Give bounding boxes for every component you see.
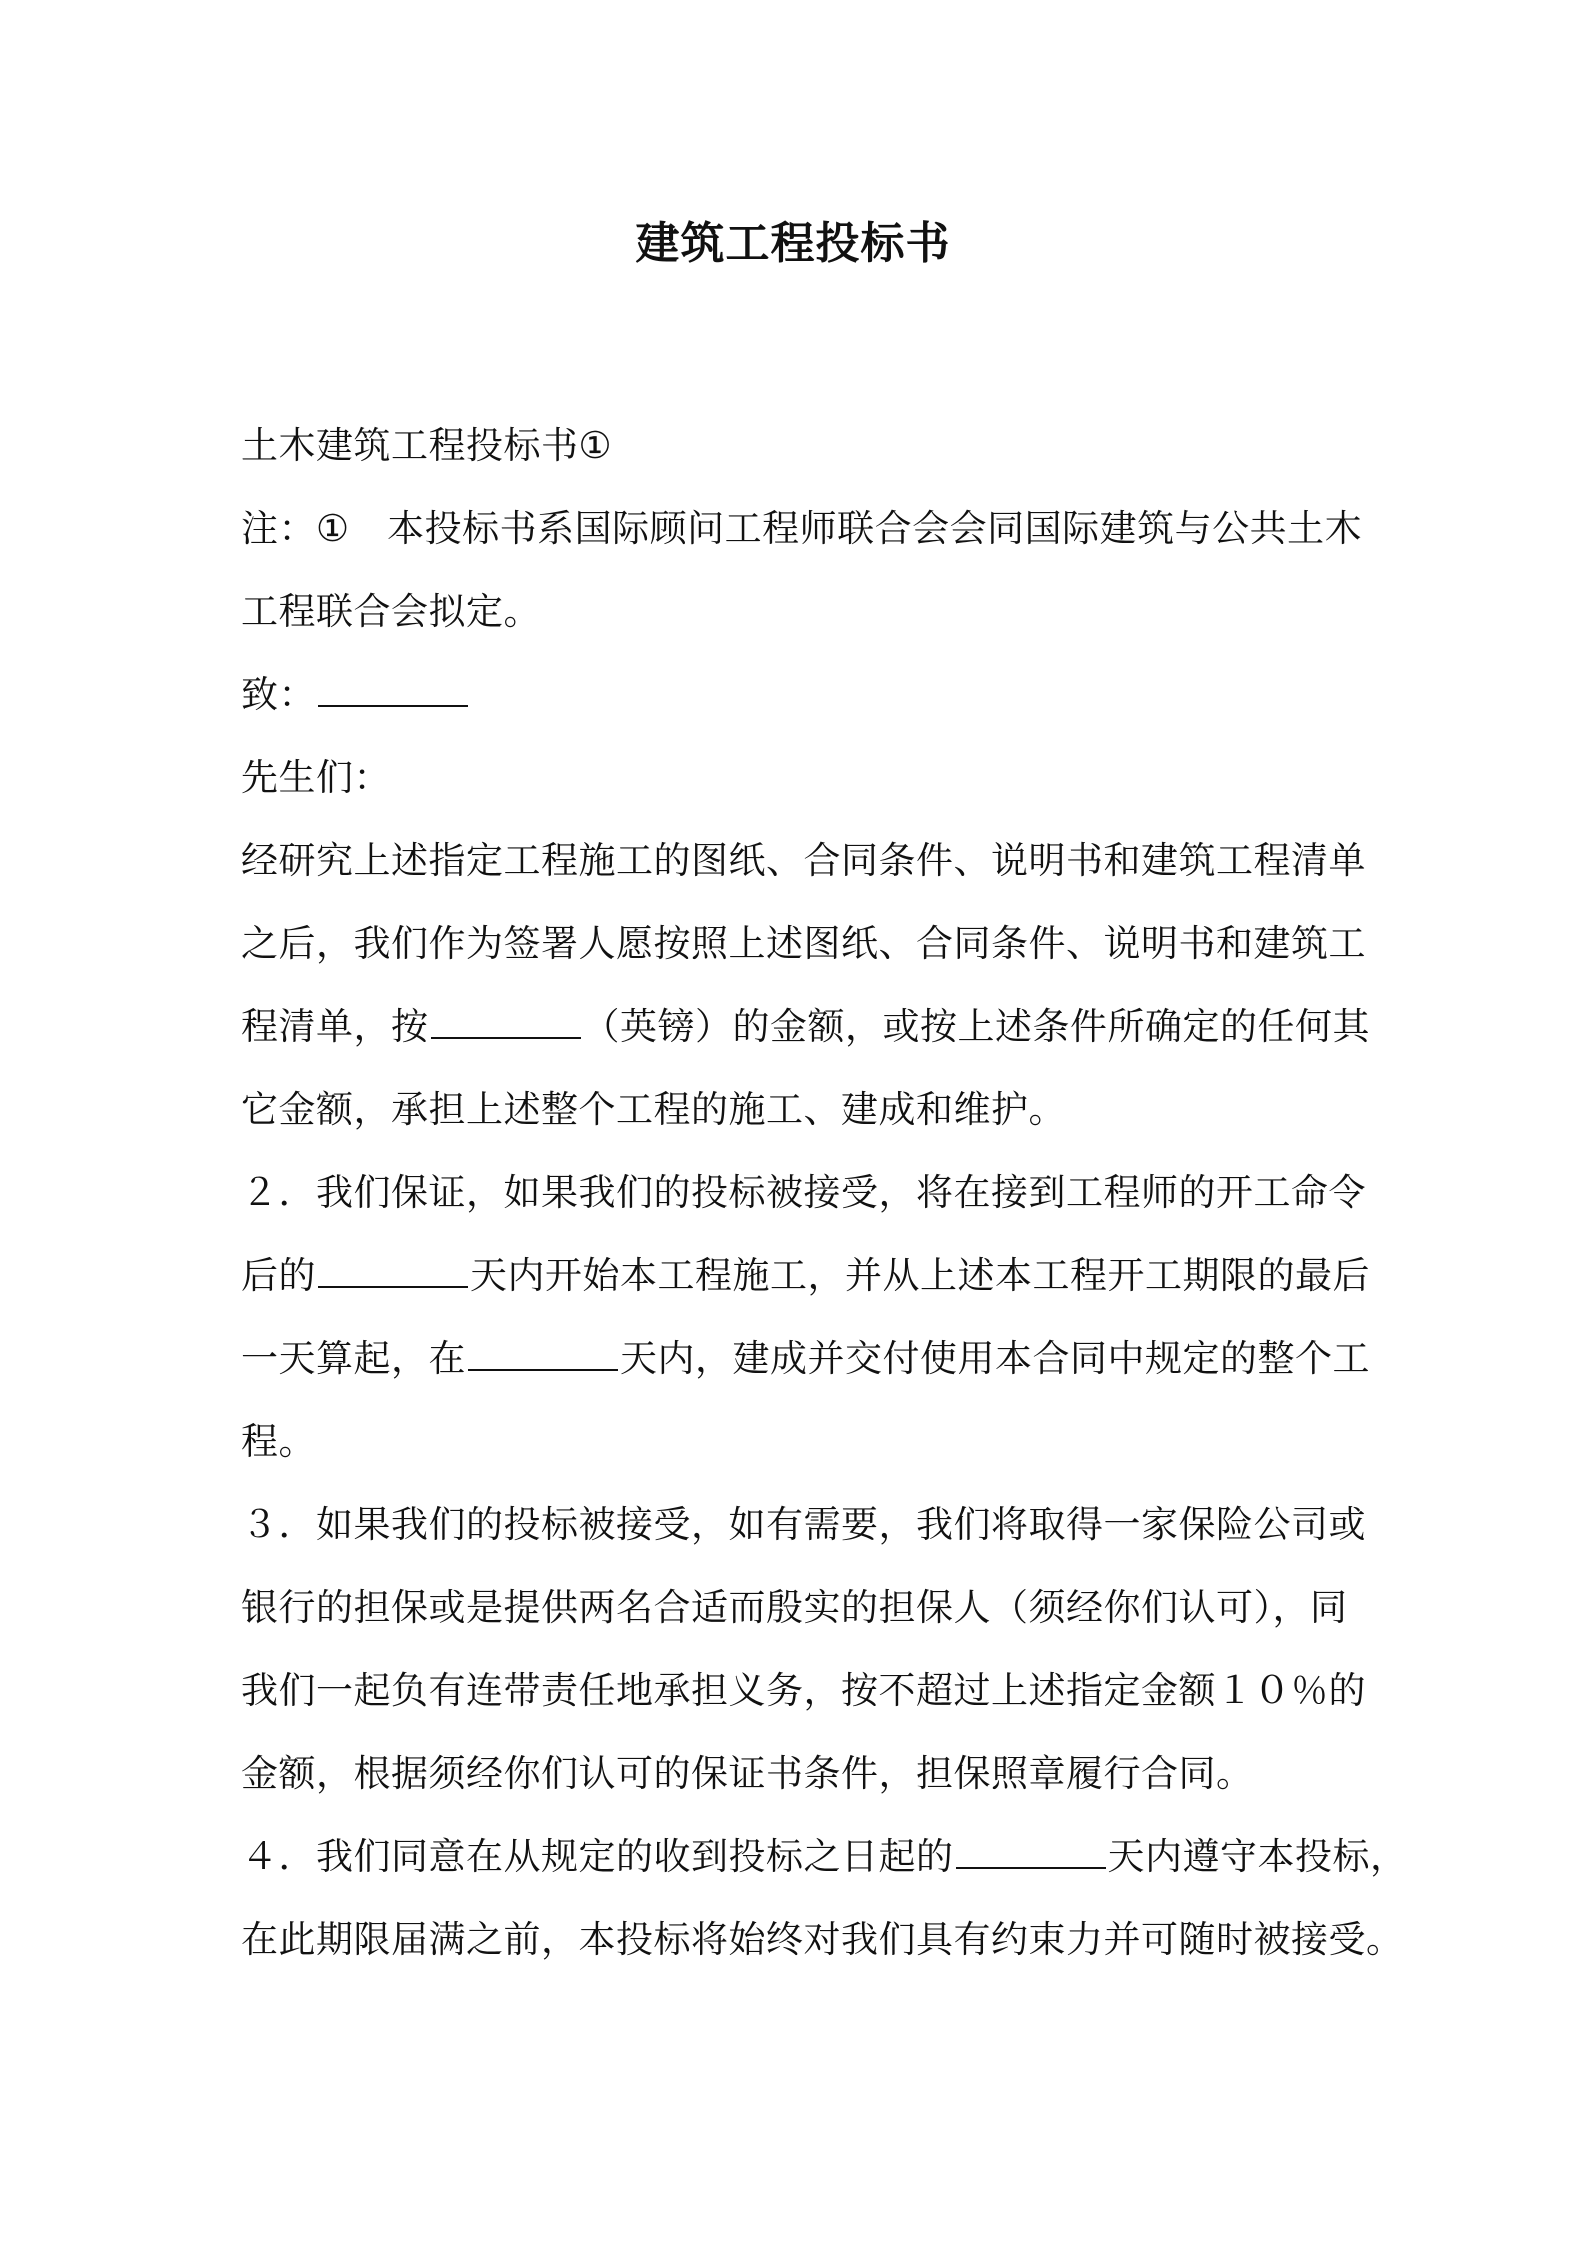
para4-line-1-before: ４．我们同意在从规定的收到投标之日起的 (241, 1835, 954, 1878)
document-title: 建筑工程投标书 (635, 218, 951, 269)
para1-line-3-after: （英镑）的金额，或按上述条件所确定的任何其 (582, 1005, 1370, 1048)
para3-line-2: 银行的担保或是提供两名合适而殷实的担保人（须经你们认可），同 (241, 1586, 1348, 1629)
para1-line-1: 经研究上述指定工程施工的图纸、合同条件、说明书和建筑工程清单 (241, 839, 1366, 882)
para3-line-4: 金额，根据须经你们认可的保证书条件，担保照章履行合同。 (241, 1752, 1254, 1795)
para1-line-4: 它金额，承担上述整个工程的施工、建成和维护。 (241, 1088, 1066, 1131)
para2-line-2-before: 后的 (241, 1254, 316, 1297)
amount-blank (431, 1007, 581, 1039)
para1-line-3 (241, 985, 1371, 1068)
document-body (241, 404, 1408, 1981)
note-line-1: 注：① 本投标书系国际顾问工程师联合会会同国际建筑与公共土木 (241, 507, 1363, 550)
salutation-to-line (241, 653, 1371, 736)
validity-days-blank (956, 1837, 1106, 1869)
para2-line-3 (241, 1317, 1371, 1400)
para4-line-2: 在此期限届满之前，本投标将始终对我们具有约束力并可随时被接受。 (241, 1918, 1404, 1961)
para3-line-3: 我们一起负有连带责任地承担义务，按不超过上述指定金额１０％的 (241, 1669, 1366, 1712)
para2-line-3-after: 天内，建成并交付使用本合同中规定的整个工 (620, 1337, 1370, 1380)
para2-line-4: 程。 (241, 1420, 316, 1463)
recipient-blank (318, 675, 468, 707)
salutation-to-label: 致： (241, 673, 316, 716)
note-line-2: 工程联合会拟定。 (241, 590, 541, 633)
para4-line-1-after: 天内遵守本投标， (1107, 1835, 1408, 1878)
para4-line-1 (241, 1815, 1408, 1898)
para3-line-1: ３．如果我们的投标被接受，如有需要，我们将取得一家保险公司或 (241, 1503, 1366, 1546)
completion-days-blank (468, 1339, 618, 1371)
para1-line-3-before: 程清单，按 (241, 1005, 429, 1048)
para2-line-2-after: 天内开始本工程施工，并从上述本工程开工期限的最后 (470, 1254, 1370, 1297)
para2-line-3-before: 一天算起，在 (241, 1337, 466, 1380)
salutation: 先生们： (241, 756, 391, 799)
para1-line-2: 之后，我们作为签署人愿按照上述图纸、合同条件、说明书和建筑工 (241, 922, 1366, 965)
para2-line-2 (241, 1234, 1371, 1317)
start-days-blank (318, 1256, 468, 1288)
subtitle: 土木建筑工程投标书① (241, 424, 613, 467)
para2-line-1: ２．我们保证，如果我们的投标被接受，将在接到工程师的开工命令 (241, 1171, 1366, 1214)
